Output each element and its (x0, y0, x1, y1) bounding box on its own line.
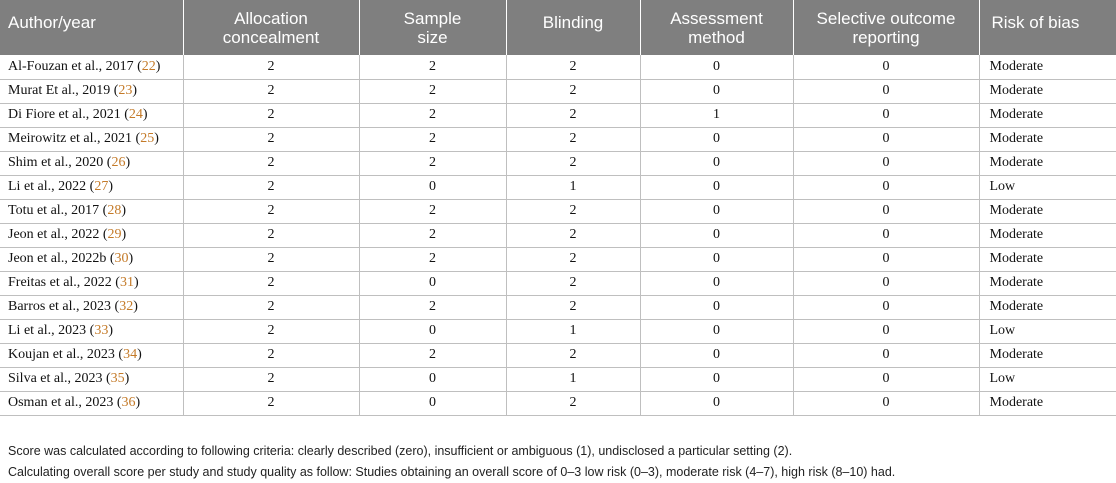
cell-assessment-method: 0 (640, 343, 793, 367)
cell-assessment-method: 0 (640, 271, 793, 295)
cell-author-year (0, 295, 183, 319)
reference-link[interactable]: 36 (121, 395, 136, 410)
table-row (0, 127, 1116, 151)
cell-blinding: 2 (506, 223, 640, 247)
cell-allocation-concealment: 2 (183, 247, 359, 271)
reference-close-paren: ) (124, 371, 130, 386)
cell-risk-of-bias: Moderate (979, 271, 1116, 295)
cell-selective-outcome-reporting: 0 (793, 319, 979, 343)
cell-assessment-method: 1 (640, 103, 793, 127)
cell-selective-outcome-reporting: 0 (793, 127, 979, 151)
author-text: Jeon et al., 2022 ( (8, 227, 108, 242)
cell-author-year (0, 319, 183, 343)
reference-link[interactable]: 22 (141, 58, 156, 74)
table-header (0, 0, 1116, 55)
cell-assessment-method: 0 (640, 295, 793, 319)
reference-link[interactable]: 25 (140, 131, 155, 146)
table-row (0, 151, 1116, 175)
reference-link[interactable]: 29 (107, 227, 122, 242)
reference-close-paren: ) (154, 131, 159, 146)
cell-selective-outcome-reporting: 0 (793, 79, 979, 103)
table-row (0, 199, 1116, 223)
reference-link[interactable]: 30 (114, 251, 129, 266)
cell-blinding: 2 (506, 199, 640, 223)
cell-assessment-method: 0 (640, 127, 793, 151)
cell-sample-size: 0 (359, 391, 506, 415)
cell-author-year (0, 127, 183, 151)
table-row (0, 271, 1116, 295)
cell-assessment-method: 0 (640, 175, 793, 199)
cell-blinding: 1 (506, 367, 640, 391)
header-selective-outcome-reporting: Selective outcome reporting (793, 0, 979, 55)
cell-blinding: 1 (506, 175, 640, 199)
cell-sample-size: 0 (359, 367, 506, 391)
reference-link[interactable]: 35 (110, 371, 125, 386)
header-assessment-method: Assessment method (640, 0, 793, 55)
cell-sample-size: 2 (359, 103, 506, 127)
cell-author-year (0, 343, 183, 367)
cell-allocation-concealment: 2 (183, 223, 359, 247)
cell-allocation-concealment: 2 (183, 127, 359, 151)
cell-selective-outcome-reporting: 0 (793, 271, 979, 295)
author-text: Meirowitz et al., 2021 ( (8, 131, 141, 146)
table-row (0, 175, 1116, 199)
table-body (0, 55, 1116, 415)
cell-sample-size: 0 (359, 175, 506, 199)
cell-allocation-concealment: 2 (183, 55, 359, 79)
header-risk-of-bias: Risk of bias (979, 0, 1116, 55)
table-row (0, 319, 1116, 343)
author-text: Li et al., 2023 ( (8, 323, 95, 338)
cell-assessment-method: 0 (640, 367, 793, 391)
reference-close-paren: ) (121, 203, 127, 218)
cell-risk-of-bias: Low (979, 319, 1116, 343)
cell-blinding: 2 (506, 55, 640, 79)
cell-risk-of-bias: Moderate (979, 79, 1116, 103)
cell-sample-size: 2 (359, 79, 506, 103)
table-row (0, 343, 1116, 367)
reference-close-paren: ) (137, 347, 142, 362)
cell-risk-of-bias: Moderate (979, 151, 1116, 175)
reference-close-paren: ) (108, 179, 113, 194)
table-row (0, 391, 1116, 415)
reference-close-paren: ) (155, 58, 161, 74)
cell-blinding: 2 (506, 79, 640, 103)
cell-risk-of-bias: Moderate (979, 343, 1116, 367)
cell-risk-of-bias: Low (979, 367, 1116, 391)
cell-blinding: 2 (506, 295, 640, 319)
cell-author-year (0, 247, 183, 271)
cell-risk-of-bias: Moderate (979, 55, 1116, 79)
cell-allocation-concealment: 2 (183, 295, 359, 319)
cell-risk-of-bias: Moderate (979, 295, 1116, 319)
cell-allocation-concealment: 2 (183, 319, 359, 343)
cell-allocation-concealment: 2 (183, 79, 359, 103)
cell-selective-outcome-reporting: 0 (793, 343, 979, 367)
cell-blinding: 2 (506, 103, 640, 127)
author-text: Murat Et al., 2019 ( (8, 83, 119, 98)
cell-sample-size: 2 (359, 295, 506, 319)
table-row (0, 295, 1116, 319)
cell-allocation-concealment: 2 (183, 199, 359, 223)
cell-sample-size: 2 (359, 343, 506, 367)
header-blinding: Blinding (506, 0, 640, 55)
cell-sample-size: 2 (359, 55, 506, 79)
cell-blinding: 2 (506, 247, 640, 271)
cell-selective-outcome-reporting: 0 (793, 175, 979, 199)
reference-close-paren: ) (128, 251, 134, 266)
table-footnotes (8, 441, 1108, 483)
cell-sample-size: 2 (359, 127, 506, 151)
cell-selective-outcome-reporting: 0 (793, 55, 979, 79)
author-text: Al-Fouzan et al., 2017 ( (8, 58, 142, 74)
cell-author-year (0, 223, 183, 247)
cell-selective-outcome-reporting: 0 (793, 103, 979, 127)
cell-blinding: 2 (506, 391, 640, 415)
header-author-year: Author/year (0, 0, 183, 55)
reference-close-paren: ) (142, 107, 148, 122)
cell-allocation-concealment: 2 (183, 367, 359, 391)
cell-sample-size: 0 (359, 271, 506, 295)
cell-blinding: 2 (506, 271, 640, 295)
footnote-overall-score: Calculating overall score per study and study quality as follow: Studies obtaining an overall score of 0–3 low risk (0–3), moderate risk (4–7), high risk (8–10) had. (8, 465, 896, 479)
table-row (0, 247, 1116, 271)
table-row (0, 55, 1116, 79)
reference-close-paren: ) (132, 83, 138, 98)
cell-assessment-method: 0 (640, 391, 793, 415)
cell-selective-outcome-reporting: 0 (793, 367, 979, 391)
table-row (0, 103, 1116, 127)
cell-assessment-method: 0 (640, 79, 793, 103)
author-text: Di Fiore et al., 2021 ( (8, 107, 129, 122)
footnote-scoring-criteria: Score was calculated according to following criteria: clearly described (zero), insufficient or ambiguous (1), undisclosed a particular setting (2). (8, 444, 793, 458)
cell-blinding: 2 (506, 151, 640, 175)
table-row (0, 79, 1116, 103)
cell-allocation-concealment: 2 (183, 151, 359, 175)
author-text: Koujan et al., 2023 ( (8, 347, 124, 362)
cell-selective-outcome-reporting: 0 (793, 295, 979, 319)
cell-author-year (0, 175, 183, 199)
reference-link[interactable]: 31 (119, 275, 134, 290)
cell-blinding: 2 (506, 127, 640, 151)
cell-sample-size: 0 (359, 319, 506, 343)
cell-selective-outcome-reporting: 0 (793, 151, 979, 175)
author-text: Jeon et al., 2022b ( (8, 251, 115, 266)
cell-assessment-method: 0 (640, 55, 793, 79)
reference-link[interactable]: 34 (123, 347, 138, 362)
table-row (0, 223, 1116, 247)
cell-assessment-method: 0 (640, 199, 793, 223)
table-row (0, 367, 1116, 391)
reference-link[interactable]: 28 (107, 203, 122, 218)
cell-allocation-concealment: 2 (183, 175, 359, 199)
cell-sample-size: 2 (359, 223, 506, 247)
reference-close-paren: ) (133, 275, 139, 290)
author-text: Totu et al., 2017 ( (8, 203, 108, 218)
cell-author-year (0, 79, 183, 103)
cell-author-year (0, 103, 183, 127)
cell-author-year (0, 367, 183, 391)
author-text: Freitas et al., 2022 ( (8, 275, 120, 290)
cell-author-year (0, 271, 183, 295)
cell-author-year (0, 391, 183, 415)
reference-link[interactable]: 32 (119, 299, 134, 314)
author-text: Osman et al., 2023 ( (8, 395, 122, 410)
cell-assessment-method: 0 (640, 247, 793, 271)
author-text: Li et al., 2022 ( (8, 179, 95, 194)
cell-assessment-method: 0 (640, 223, 793, 247)
cell-allocation-concealment: 2 (183, 343, 359, 367)
cell-author-year (0, 199, 183, 223)
cell-risk-of-bias: Moderate (979, 127, 1116, 151)
reference-close-paren: ) (133, 299, 138, 314)
cell-sample-size: 2 (359, 199, 506, 223)
reference-link[interactable]: 23 (118, 83, 133, 98)
author-text: Shim et al., 2020 ( (8, 155, 112, 170)
cell-risk-of-bias: Low (979, 175, 1116, 199)
author-text: Barros et al., 2023 ( (8, 299, 120, 314)
cell-selective-outcome-reporting: 0 (793, 199, 979, 223)
reference-link[interactable]: 33 (94, 323, 109, 338)
cell-allocation-concealment: 2 (183, 103, 359, 127)
header-sample-size: Sample size (359, 0, 506, 55)
cell-blinding: 1 (506, 319, 640, 343)
cell-author-year (0, 151, 183, 175)
cell-risk-of-bias: Moderate (979, 223, 1116, 247)
cell-blinding: 2 (506, 343, 640, 367)
cell-author-year (0, 55, 183, 79)
cell-allocation-concealment: 2 (183, 391, 359, 415)
reference-close-paren: ) (125, 155, 131, 170)
cell-risk-of-bias: Moderate (979, 199, 1116, 223)
cell-assessment-method: 0 (640, 151, 793, 175)
reference-link[interactable]: 24 (128, 107, 143, 122)
reference-close-paren: ) (121, 227, 127, 242)
cell-selective-outcome-reporting: 0 (793, 223, 979, 247)
cell-sample-size: 2 (359, 151, 506, 175)
reference-close-paren: ) (108, 323, 113, 338)
reference-link[interactable]: 26 (111, 155, 126, 170)
cell-selective-outcome-reporting: 0 (793, 247, 979, 271)
reference-close-paren: ) (135, 395, 141, 410)
author-text: Silva et al., 2023 ( (8, 371, 111, 386)
reference-link[interactable]: 27 (94, 179, 109, 194)
cell-assessment-method: 0 (640, 319, 793, 343)
cell-risk-of-bias: Moderate (979, 247, 1116, 271)
cell-allocation-concealment: 2 (183, 271, 359, 295)
cell-risk-of-bias: Moderate (979, 103, 1116, 127)
header-row (0, 0, 1116, 55)
cell-sample-size: 2 (359, 247, 506, 271)
header-allocation-concealment: Allocation concealment (183, 0, 359, 55)
cell-selective-outcome-reporting: 0 (793, 391, 979, 415)
cell-risk-of-bias: Moderate (979, 391, 1116, 415)
